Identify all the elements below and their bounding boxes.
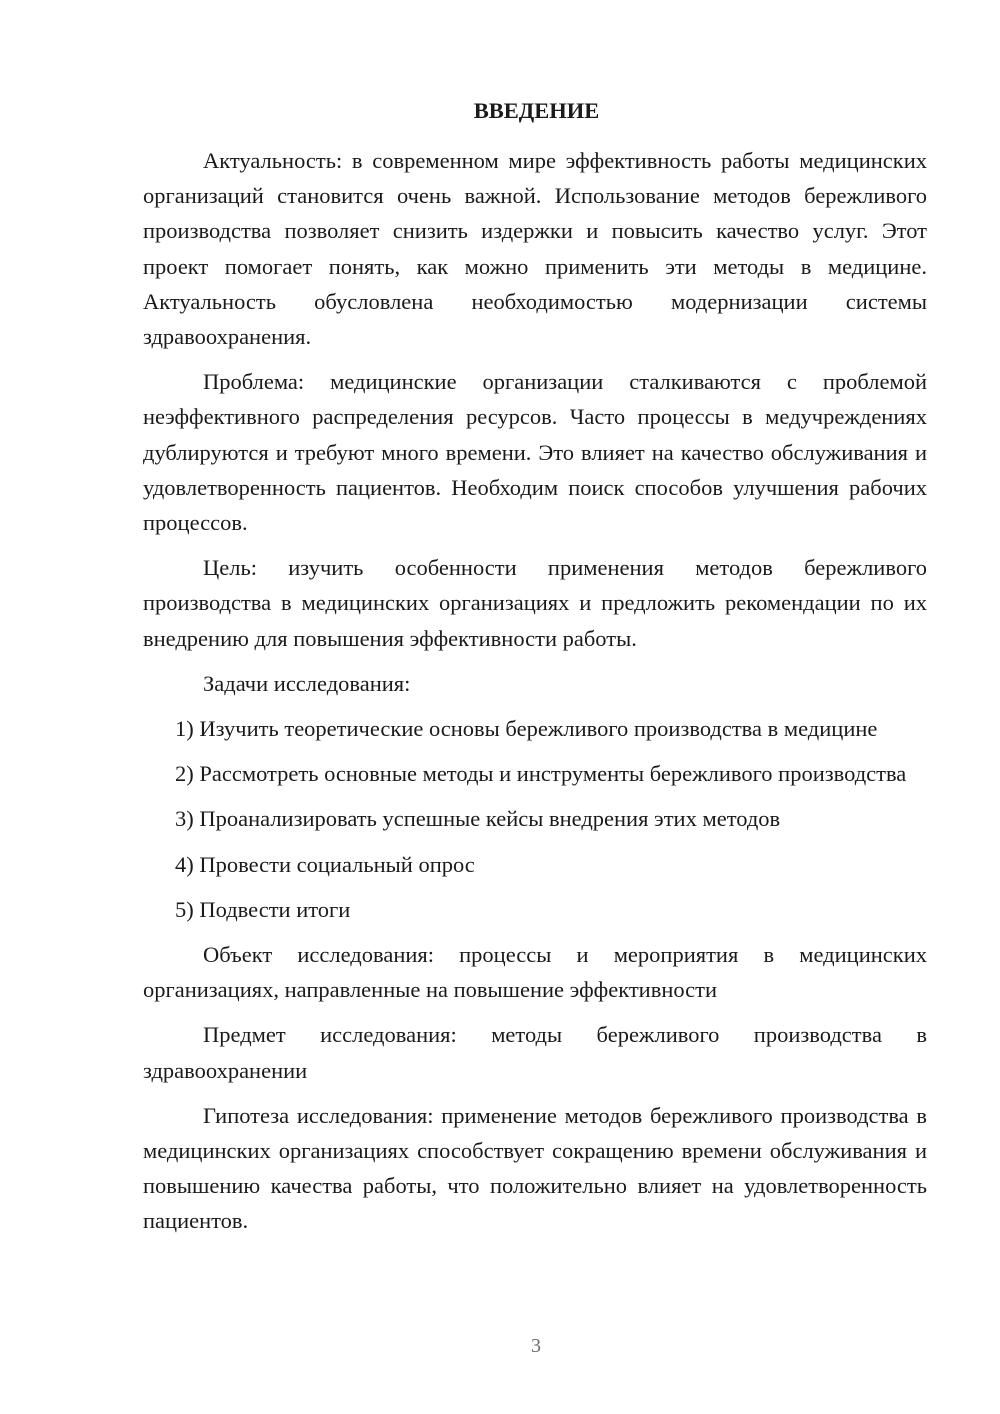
problem-paragraph: Проблема: медицинские организации сталкиваются с проблемой неэффективного распределения ресурсов. Часто процессы в медучреждениях дублируются и требуют много времени. Это влияет на качество обслуживания и удовлетворенность пациентов. Необходим поиск способов улучшения рабочих процессов. (143, 369, 927, 536)
object-paragraph: Объект исследования: процессы и мероприятия в медицинских организациях, направленные на повышение эффективности (143, 942, 927, 1003)
task-item: 3) Проанализировать успешные кейсы внедрения этих методов (175, 806, 781, 832)
section-heading: ВВЕДЕНИЕ (473, 98, 600, 123)
task-item: 5) Подвести итоги (175, 896, 351, 922)
page-number: 3 (531, 1335, 541, 1357)
task-item: 4) Провести социальный опрос (175, 851, 475, 877)
task-item: 2) Рассмотреть основные методы и инструменты бережливого производства (175, 761, 907, 787)
task-item: 1) Изучить теоретические основы бережливого производства в медицине (175, 716, 878, 742)
goal-paragraph: Цель: изучить особенности применения методов бережливого производства в медицинских организациях и предложить рекомендации по их внедрению для повышения эффективности работы. (143, 555, 927, 651)
subject-paragraph: Предмет исследования: методы бережливого производства в здравоохранении (143, 1022, 927, 1083)
page-content (143, 96, 927, 1249)
hypothesis-paragraph: Гипотеза исследования: применение методов бережливого производства в медицинских организациях способствует сокращению времени обслуживания и повышению качества работы, что положительно влияет на удовлетворенность пациентов. (143, 1102, 927, 1234)
relevance-paragraph: Актуальность: в современном мире эффективность работы медицинских организаций становится очень важной. Использование методов бережливого производства позволяет снизить издержки и повысить качество услуг. Этот проект помогает понять, как можно применить эти методы в медицине. Актуальность обусловлена необходимостью модернизации системы здравоохранения. (143, 148, 927, 350)
tasks-heading: Задачи исследования: (203, 670, 411, 696)
